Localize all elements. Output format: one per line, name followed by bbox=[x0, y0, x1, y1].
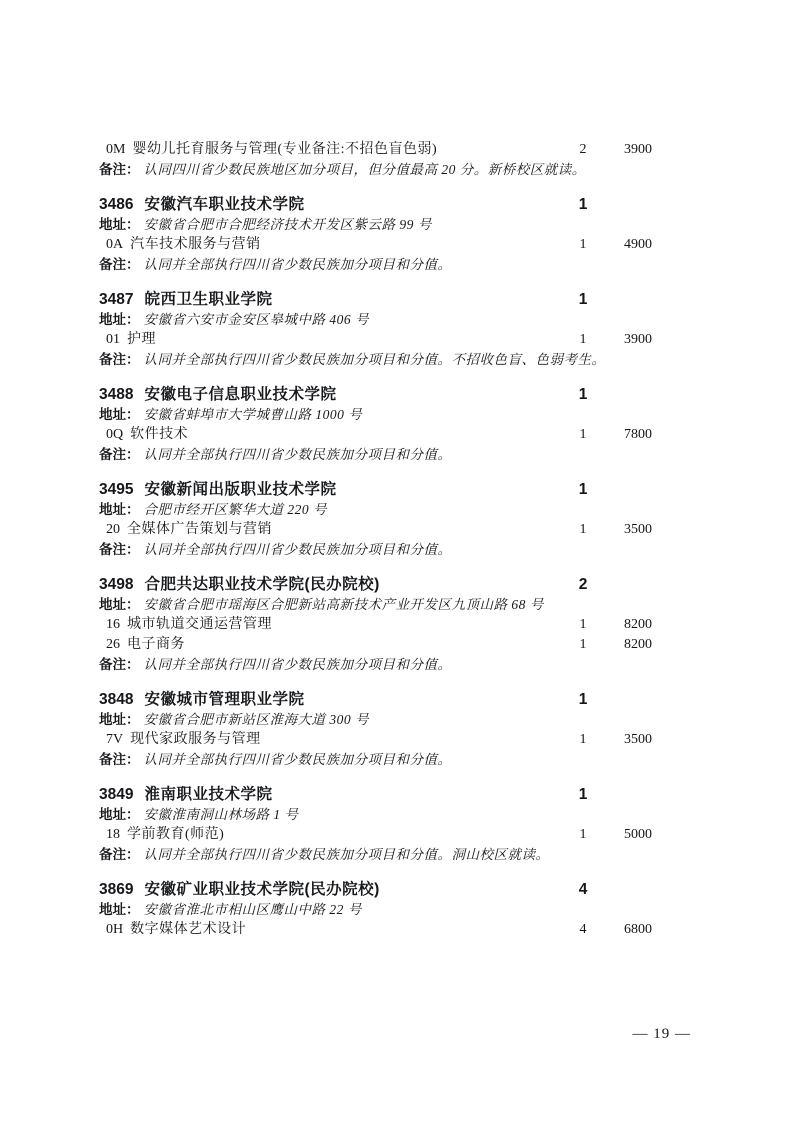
address-label: 地址： bbox=[99, 407, 140, 422]
program-row bbox=[99, 825, 652, 845]
program-name: 汽车技术服务与营销 bbox=[130, 237, 261, 252]
college-code: 3849 bbox=[99, 786, 134, 803]
college-block bbox=[99, 195, 652, 275]
college-name: 皖西卫生职业学院 bbox=[144, 291, 273, 308]
program-count: 1 bbox=[579, 332, 587, 347]
remark-row bbox=[99, 255, 652, 275]
address-text: 合肥市经开区繁华大道 220 号 bbox=[143, 502, 327, 517]
address-text: 安徽省合肥市新站区淮海大道 300 号 bbox=[143, 712, 369, 727]
address-row bbox=[99, 310, 652, 330]
program-fee: 3500 bbox=[624, 522, 652, 537]
college-block bbox=[99, 385, 652, 465]
college-block bbox=[99, 880, 652, 940]
address-row bbox=[99, 805, 652, 825]
college-header-row bbox=[99, 785, 652, 805]
college-code: 3869 bbox=[99, 881, 134, 898]
program-count: 1 bbox=[579, 427, 587, 442]
remark-label: 备注： bbox=[99, 542, 140, 557]
program-count: 1 bbox=[579, 237, 587, 252]
program-fee: 3900 bbox=[624, 142, 652, 157]
college-block-continuation bbox=[99, 140, 652, 180]
program-code: 26 bbox=[106, 637, 120, 652]
program-code: 18 bbox=[106, 827, 120, 842]
address-label: 地址： bbox=[99, 597, 140, 612]
remark-label: 备注： bbox=[99, 447, 140, 462]
remark-label: 备注： bbox=[99, 657, 140, 672]
college-header-row bbox=[99, 195, 652, 215]
program-fee: 6800 bbox=[624, 922, 652, 937]
remark-row bbox=[99, 540, 652, 560]
remark-label: 备注： bbox=[99, 257, 140, 272]
address-label: 地址： bbox=[99, 217, 140, 232]
college-plan-count: 2 bbox=[578, 576, 588, 593]
program-row bbox=[99, 730, 652, 750]
remark-label: 备注： bbox=[99, 352, 140, 367]
remark-text: 认同并全部执行四川省少数民族加分项目和分值。 bbox=[143, 542, 452, 557]
program-count: 1 bbox=[579, 522, 587, 537]
program-name: 学前教育(师范) bbox=[127, 827, 225, 842]
college-header-row bbox=[99, 880, 652, 900]
program-count: 1 bbox=[579, 617, 587, 632]
page-content bbox=[99, 140, 652, 940]
program-name: 护理 bbox=[127, 332, 156, 347]
program-code: 20 bbox=[106, 522, 120, 537]
remark-label: 备注： bbox=[99, 752, 140, 767]
college-name: 安徽新闻出版职业技术学院 bbox=[144, 481, 337, 498]
remark-text: 认同并全部执行四川省少数民族加分项目和分值。 bbox=[143, 752, 452, 767]
college-plan-count: 1 bbox=[578, 481, 588, 498]
college-name: 安徽电子信息职业技术学院 bbox=[144, 386, 337, 403]
college-code: 3495 bbox=[99, 481, 134, 498]
college-code: 3488 bbox=[99, 386, 134, 403]
address-label: 地址： bbox=[99, 712, 140, 727]
college-name: 合肥共达职业技术学院(民办院校) bbox=[144, 576, 380, 593]
college-name: 安徽汽车职业技术学院 bbox=[144, 196, 305, 213]
college-plan-count: 1 bbox=[578, 691, 588, 708]
program-fee: 8200 bbox=[624, 637, 652, 652]
remark-text: 认同并全部执行四川省少数民族加分项目和分值。不招收色盲、色弱考生。 bbox=[143, 352, 606, 367]
address-row bbox=[99, 215, 652, 235]
college-name: 安徽城市管理职业学院 bbox=[144, 691, 305, 708]
college-header-row bbox=[99, 690, 652, 710]
college-plan-count: 1 bbox=[578, 386, 588, 403]
remark-text: 认同四川省少数民族地区加分项目，但分值最高 20 分。新桥校区就读。 bbox=[143, 162, 586, 177]
program-fee: 8200 bbox=[624, 617, 652, 632]
college-name: 淮南职业技术学院 bbox=[144, 786, 273, 803]
program-count: 1 bbox=[579, 637, 587, 652]
remark-row bbox=[99, 845, 652, 865]
program-fee: 7800 bbox=[624, 427, 652, 442]
college-block bbox=[99, 785, 652, 865]
remark-label: 备注： bbox=[99, 847, 140, 862]
address-text: 安徽省合肥市合肥经济技术开发区紫云路 99 号 bbox=[143, 217, 432, 232]
address-label: 地址： bbox=[99, 312, 140, 327]
program-count: 4 bbox=[579, 922, 587, 937]
college-code: 3486 bbox=[99, 196, 134, 213]
remark-text: 认同并全部执行四川省少数民族加分项目和分值。 bbox=[143, 657, 452, 672]
address-text: 安徽省淮北市相山区鹰山中路 22 号 bbox=[143, 902, 362, 917]
program-row bbox=[99, 920, 652, 940]
program-name: 城市轨道交通运营管理 bbox=[127, 617, 272, 632]
address-text: 安徽省蚌埠市大学城曹山路 1000 号 bbox=[143, 407, 363, 422]
college-header-row bbox=[99, 385, 652, 405]
page-number: — 19 — bbox=[632, 1026, 691, 1042]
college-block bbox=[99, 290, 652, 370]
program-name: 电子商务 bbox=[127, 637, 185, 652]
program-code: 0H bbox=[106, 922, 124, 937]
program-fee: 3500 bbox=[624, 732, 652, 747]
program-code: 0M bbox=[106, 142, 126, 157]
remark-row bbox=[99, 350, 652, 370]
program-row bbox=[99, 520, 652, 540]
college-header-row bbox=[99, 575, 652, 595]
college-plan-count: 4 bbox=[578, 881, 588, 898]
program-row bbox=[99, 330, 652, 350]
college-code: 3848 bbox=[99, 691, 134, 708]
address-text: 安徽省合肥市瑶海区合肥新站高新技术产业开发区九顶山路 68 号 bbox=[143, 597, 544, 612]
address-row bbox=[99, 500, 652, 520]
remark-text: 认同并全部执行四川省少数民族加分项目和分值。 bbox=[143, 257, 452, 272]
college-code: 3487 bbox=[99, 291, 134, 308]
college-block bbox=[99, 480, 652, 560]
program-count: 1 bbox=[579, 732, 587, 747]
address-row bbox=[99, 595, 652, 615]
program-name: 软件技术 bbox=[130, 427, 189, 442]
program-fee: 5000 bbox=[624, 827, 652, 842]
college-plan-count: 1 bbox=[578, 786, 588, 803]
remark-row bbox=[99, 750, 652, 770]
program-code: 01 bbox=[106, 332, 120, 347]
address-row bbox=[99, 710, 652, 730]
program-name: 数字媒体艺术设计 bbox=[130, 922, 247, 937]
program-code: 16 bbox=[106, 617, 120, 632]
college-block bbox=[99, 690, 652, 770]
remark-label: 备注： bbox=[99, 162, 140, 177]
remark-row bbox=[99, 445, 652, 465]
address-row bbox=[99, 900, 652, 920]
program-row bbox=[99, 635, 652, 655]
program-row bbox=[99, 615, 652, 635]
address-text: 安徽淮南洞山林场路 1 号 bbox=[143, 807, 299, 822]
college-name: 安徽矿业职业技术学院(民办院校) bbox=[144, 881, 380, 898]
address-label: 地址： bbox=[99, 502, 140, 517]
college-code: 3498 bbox=[99, 576, 134, 593]
address-row bbox=[99, 405, 652, 425]
remark-text: 认同并全部执行四川省少数民族加分项目和分值。 bbox=[143, 447, 452, 462]
college-plan-count: 1 bbox=[578, 196, 588, 213]
program-row bbox=[99, 140, 652, 160]
college-header-row bbox=[99, 480, 652, 500]
remark-text: 认同并全部执行四川省少数民族加分项目和分值。洞山校区就读。 bbox=[143, 847, 550, 862]
program-code: 0Q bbox=[106, 427, 124, 442]
college-plan-count: 1 bbox=[578, 291, 588, 308]
program-name: 全媒体广告策划与营销 bbox=[127, 522, 272, 537]
remark-row bbox=[99, 160, 652, 180]
program-fee: 4900 bbox=[624, 237, 652, 252]
program-row bbox=[99, 235, 652, 255]
college-header-row bbox=[99, 290, 652, 310]
college-block bbox=[99, 575, 652, 675]
address-label: 地址： bbox=[99, 807, 140, 822]
program-count: 2 bbox=[579, 142, 587, 157]
program-name: 婴幼儿托育服务与管理(专业备注:不招色盲色弱) bbox=[132, 142, 438, 157]
address-label: 地址： bbox=[99, 902, 140, 917]
program-count: 1 bbox=[579, 827, 587, 842]
program-fee: 3900 bbox=[624, 332, 652, 347]
remark-row bbox=[99, 655, 652, 675]
address-text: 安徽省六安市金安区皋城中路 406 号 bbox=[143, 312, 369, 327]
program-code: 0A bbox=[106, 237, 124, 252]
program-code: 7V bbox=[106, 732, 124, 747]
program-row bbox=[99, 425, 652, 445]
program-name: 现代家政服务与管理 bbox=[130, 732, 261, 747]
